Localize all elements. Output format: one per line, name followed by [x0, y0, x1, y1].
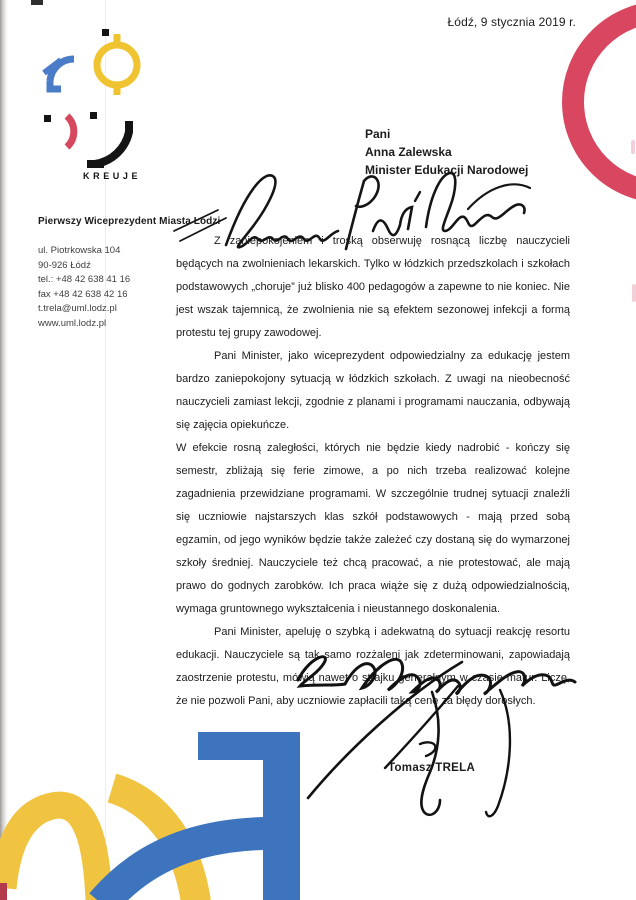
sender-street: ul. Piotrkowska 104 — [38, 245, 121, 256]
bottom-brand-graphic — [0, 720, 320, 900]
sender-website: www.uml.lodz.pl — [38, 317, 107, 329]
body-paragraph-2: Pani Minister, jako wiceprezydent odpowiedzialny za edukację jestem bardzo zaniepokojony sytuacją w łódzkich szkołach. Z uwagi na nieobecność nauczycieli zamiast lekcji, zgodnie z planami i programami nauczania, odbywają się zajęcia opiekuńcze. — [176, 350, 570, 431]
recipient-salutation: Pani — [365, 127, 391, 141]
logo-z-accent-square — [90, 112, 97, 119]
bottom-red-chip — [0, 883, 7, 900]
sender-phone: tel.: +48 42 638 41 16 — [38, 274, 131, 285]
lodz-kreuje-logo — [40, 28, 152, 186]
sender-title: Pierwszy Wiceprezydent Miasta Łodzi — [38, 216, 221, 227]
logo-letter-z-black — [87, 121, 129, 164]
signatory-printed-name: Tomasz TRELA — [388, 762, 476, 774]
scan-pink-smudge — [632, 284, 636, 302]
logo-letter-o-yellow — [97, 34, 137, 95]
body-paragraph-1: Z zaniepokojeniem i troską obserwuję rosnącą liczbę nauczycieli będących na zwolnieniach lekarskich. Tylko w łódzkich przedszkolach i szkołach podstawowych „choruje” już blisko 400 pedagogów a zapewne to nie koniec. Nie jest wszak tajemnicą, że zwolnienia nie są efektem sezonowej infekcji a formą protestu tej grupy zawodowej. — [176, 235, 570, 339]
recipient-title: Minister Edukacji Narodowej — [365, 163, 529, 177]
sender-email: t.trela@uml.lodz.pl — [38, 303, 117, 314]
scan-corner-mark — [31, 0, 43, 5]
body-paragraph-3: W efekcie rosną zaległości, których nie będzie kiedy nadrobić - kończy się semestr, zbliżają się ferie zimowe, a po nich trzeba realizować kolejne zagadnienia przewidziane programami. W szczególnie trudnej sytuacji znaleźli się uczniowie najstarszych klas szkół podstawowych - mają przed sobą egzamin, od jego wyników będzie także zależeć czy dostaną się do wymarzonej szkoły średniej. Nauczyciele też chcą pracować, a nie protestować, ale mają prawo do godnych zarobków. Ich praca wiąże się z dużą odpowiedzialnością, wymaga gruntownego wykształcenia i nieustannego doskonalenia. — [176, 442, 570, 615]
logo-accent-square — [102, 29, 109, 36]
date-line: Łódź, 9 stycznia 2019 r. — [447, 15, 576, 29]
letter-body — [176, 230, 570, 713]
sender-fax: fax +48 42 638 42 16 — [38, 288, 128, 300]
recipient-block — [365, 125, 528, 179]
sender-city: 90-926 Łódź — [38, 259, 91, 271]
sender-contact-block — [38, 244, 130, 331]
body-paragraph-4: Pani Minister, apeluję o szybką i adekwatną do sytuacji reakcję resortu edukacji. Nauczyciele są tak samo rozżaleni jak zdeterminowani, zapowiadają zaostrzenie protestu, mówią nawet o strajku generalnym w czasie matur. Liczę, że nie pozwoli Pani, aby uczniowie zapłacili taką cenę za błędy dorosłych. — [176, 626, 570, 707]
bottom-blue-letter-shape — [198, 732, 300, 900]
recipient-name: Anna Zalewska — [365, 145, 452, 159]
scan-pink-smudge — [631, 140, 635, 154]
red-ring-decoration — [556, 0, 636, 224]
logo-dot-square — [44, 115, 51, 122]
logo-letter-l-blue — [44, 59, 74, 89]
logo-letter-d-red — [67, 116, 74, 147]
logo-kreuje-text: KREUJE — [83, 171, 142, 181]
bottom-yellow-arc-left — [3, 805, 99, 900]
